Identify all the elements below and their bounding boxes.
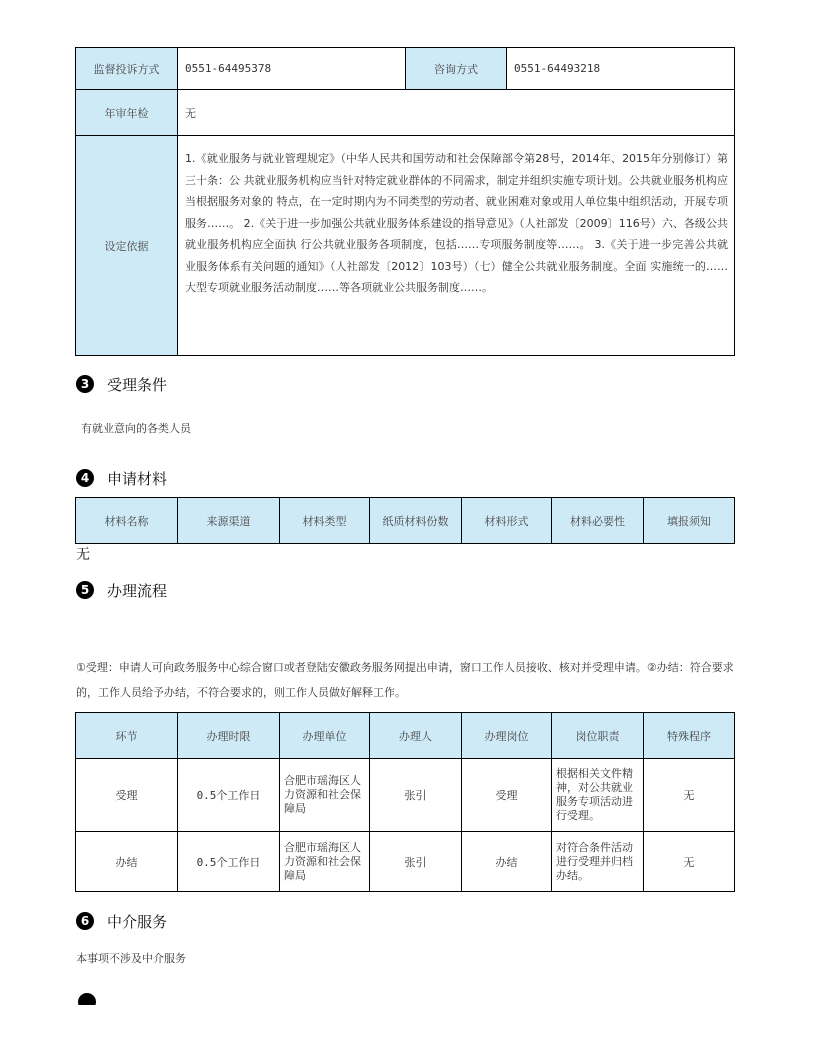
process-header-time: 办理时限 — [178, 713, 280, 759]
process-header-handler: 办理人 — [370, 713, 462, 759]
section-number-badge: 4 — [76, 469, 94, 487]
section-title: 受理条件 — [107, 375, 168, 394]
materials-header-necessity: 材料必要性 — [552, 498, 644, 544]
process-header-unit: 办理单位 — [280, 713, 370, 759]
process-cell-unit: 合肥市瑶海区人力资源和社会保障局 — [280, 832, 370, 892]
process-cell-time: 0.5个工作日 — [178, 759, 280, 832]
intermediary-service-text: 本事项不涉及中介服务 — [76, 952, 186, 965]
annual-label: 年审年检 — [76, 90, 178, 136]
process-table — [75, 712, 735, 892]
process-cell-step: 办结 — [76, 832, 178, 892]
process-cell-special: 无 — [644, 759, 735, 832]
materials-header-notes: 填报须知 — [644, 498, 735, 544]
section-acceptance-conditions — [76, 373, 167, 395]
process-cell-duty: 对符合条件活动进行受理并归档办结。 — [552, 832, 644, 892]
process-cell-handler: 张引 — [370, 832, 462, 892]
section-title: 申请材料 — [107, 469, 168, 488]
next-section-badge — [78, 993, 96, 1011]
process-cell-unit: 合肥市瑶海区人力资源和社会保障局 — [280, 759, 370, 832]
info-table — [75, 47, 735, 356]
process-cell-special: 无 — [644, 832, 735, 892]
materials-header-form: 材料形式 — [462, 498, 552, 544]
process-header-step: 环节 — [76, 713, 178, 759]
process-cell-post: 办结 — [462, 832, 552, 892]
section-title: 办理流程 — [107, 581, 168, 600]
materials-header-copies: 纸质材料份数 — [370, 498, 462, 544]
section-title: 中介服务 — [107, 912, 168, 931]
materials-header-name: 材料名称 — [76, 498, 178, 544]
process-cell-post: 受理 — [462, 759, 552, 832]
process-header-special: 特殊程序 — [644, 713, 735, 759]
annual-value: 无 — [178, 90, 735, 136]
process-description: ①受理：申请人可向政务服务中心综合窗口或者登陆安徽政务服务网提出申请，窗口工作人员接收、核对并受理申请。②办结：符合要求的，工作人员给予办结，不符合要求的，则工作人员做好解释工作。 — [76, 661, 734, 699]
supervise-label: 监督投诉方式 — [76, 48, 178, 90]
section-application-materials — [76, 467, 167, 489]
materials-none-text: 无 — [76, 547, 90, 563]
process-cell-duty: 根据相关文件精神，对公共就业服务专项活动进行受理。 — [552, 759, 644, 832]
table-row — [76, 832, 735, 892]
section-number-badge: 6 — [76, 912, 94, 930]
acceptance-conditions-text: 有就业意向的各类人员 — [81, 422, 191, 435]
process-header-post: 办理岗位 — [462, 713, 552, 759]
materials-header-type: 材料类型 — [280, 498, 370, 544]
section-process — [76, 579, 167, 601]
section-number-badge: 5 — [76, 581, 94, 599]
materials-header-source: 来源渠道 — [178, 498, 280, 544]
consult-value: 0551-64493218 — [507, 48, 735, 90]
supervise-value: 0551-64495378 — [178, 48, 406, 90]
basis-label: 设定依据 — [76, 136, 178, 356]
process-cell-handler: 张引 — [370, 759, 462, 832]
basis-text: 1.《就业服务与就业管理规定》（中华人民共和国劳动和社会保障部令第28号，2014年、2015年分别修订）第三十条：公 共就业服务机构应当针对特定就业群体的不同需求，制定并组织实施专项计划。公共就业服务机构应当根据服务对象的 特点，在一定时期内为不同类型的劳动者、就业困难对象或用人单位集中组织活动，开展专项服务……。 2.《关于进一步加强公共就业服务体系建设的指导意见》（人社部发〔2009〕116号）六、各级公共就业服务机构应全面执 行公共就业服务各项制度，包括……专项服务制度等……。 3.《关于进一步完善公共就业服务体系有关问题的通知》（人社部发〔2012〕103号）（七）健全公共就业服务制度。全面 实施统一的……大型专项就业服务活动制度……等各项就业公共服务制度……。 — [178, 136, 735, 356]
process-cell-step: 受理 — [76, 759, 178, 832]
consult-label: 咨询方式 — [406, 48, 507, 90]
section-number-badge: 3 — [76, 375, 94, 393]
process-header-duty: 岗位职责 — [552, 713, 644, 759]
process-cell-time: 0.5个工作日 — [178, 832, 280, 892]
table-row — [76, 759, 735, 832]
materials-table — [75, 497, 735, 544]
section-intermediary-service — [76, 910, 167, 932]
